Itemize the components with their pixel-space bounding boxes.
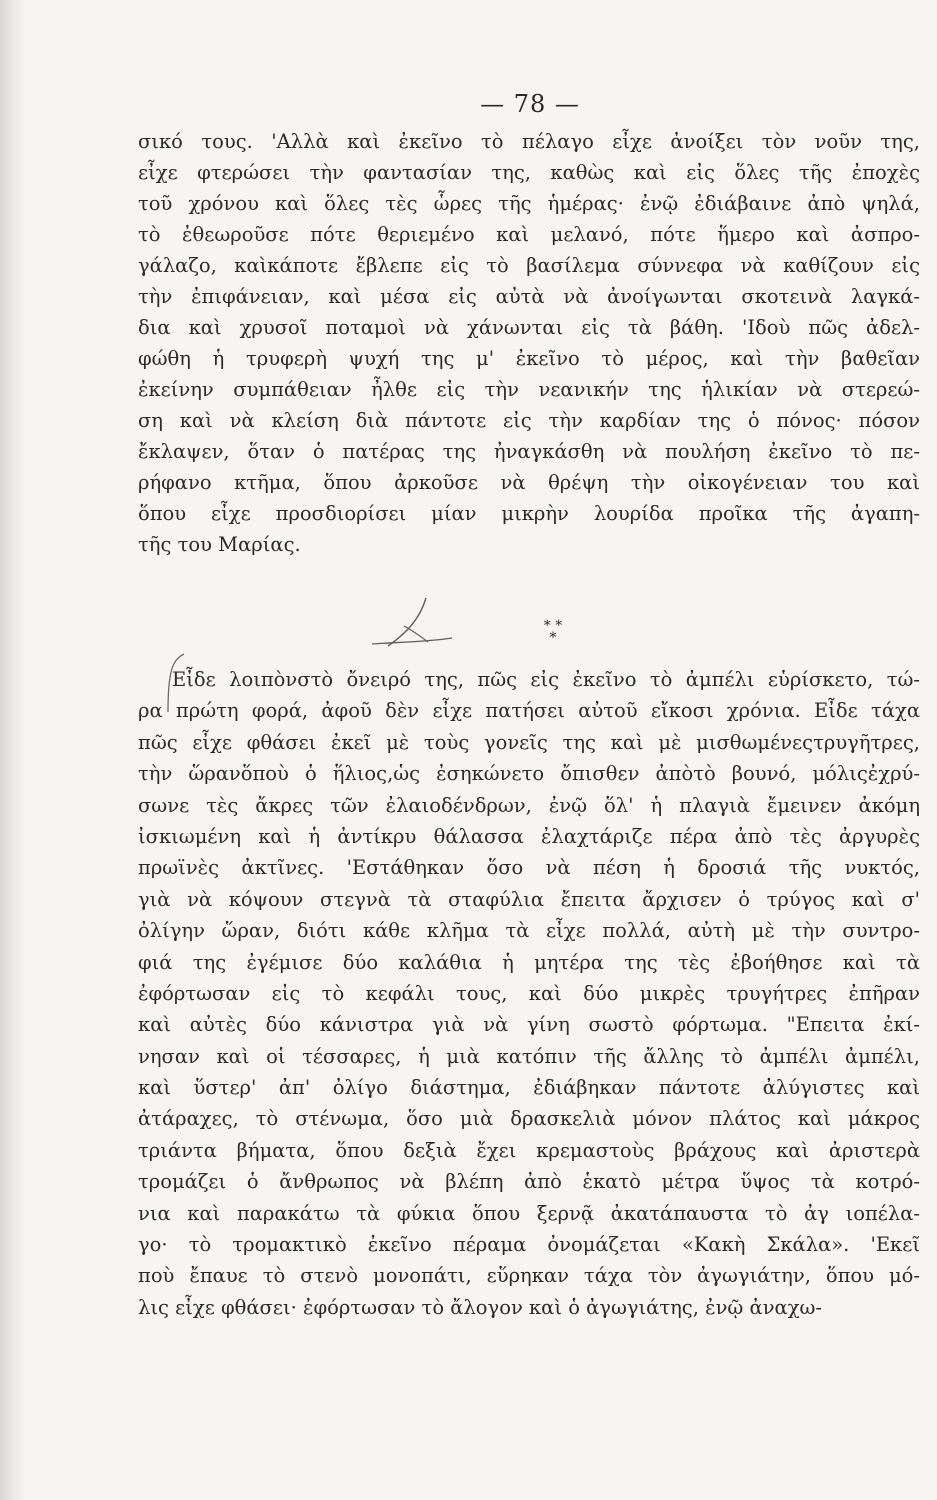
page-number: — 78 — [480,90,580,118]
text-line: εἶχε φτερώσει τὴν φαντασίαν της, καθὼς καὶ εἰς ὅλες τῆς ἐποχὲς [138,161,920,184]
paragraph-2 [138,664,920,1323]
text-line: ρα πρώτη φορά, ἀφοῦ δὲν εἶχε πατήσει αὐτοῦ εἴκοσι χρόνια. Εἶδε τάχα [138,699,920,723]
text-line: ὅπου εἶχε προσδιορίσει μίαν μικρὴν λουρίδα προῖκα τῆς ἀγαπη- [138,502,920,525]
text-line: καὶ ὕστερ' ἀπ' ὀλίγο διάστημα, ἐδιάβηκαν πάντοτε ἀλύγιστες καὶ [138,1076,920,1100]
text-line: σωνε τὲς ἄκρες τῶν ἐλαιοδένδρων, ἐνῷ ὅλ' ἡ πλαγιὰ ἔμεινεν ἀκόμη [138,793,920,817]
text-line: γιὰ νὰ κόψουν στεγνὰ τὰ σταφύλια ἔπειτα ἄρχισεν ὁ τρύγος καὶ σ' [138,887,920,911]
text-line: τρομάζει ὁ ἄνθρωπος νὰ βλέπη ἀπὸ ἑκατὸ μέτρα ὕψος τὰ κοτρό- [138,1170,920,1194]
text-line: ση καὶ νὰ κλείση διὰ πάντοτε εἰς τὴν καρδίαν της ὁ πόνος· πόσον [138,409,920,432]
text-line: λις εἶχε φθάσει· ἐφόρτωσαν τὸ ἄλογον καὶ ὁ ἀγωγιάτης, ἐνῷ ἀναχω- [138,1295,823,1319]
text-line: ἔκλαψεν, ὅταν ὁ πατέρας της ἠναγκάσθη νὰ πουλήση ἐκεῖνο τὸ πε- [138,440,920,463]
text-line: τριάντα βήματα, ὅπου δεξιὰ ἔχει κρεμαστοὺς βράχους καὶ ἀριστερὰ [138,1138,920,1162]
text-line: φιά της ἐγέμισε δύο καλάθια ἡ μητέρα της τὲς ἐβοήθησε καὶ τὰ [138,950,920,974]
text-line: τὸ ἐθεωροῦσε πότε θεριεμένο καὶ μελανό, πότε ἥμερο καὶ ἀσπρο- [138,223,920,246]
text-line: ἀτάραχες, τὸ στένωμα, ὅσο μιὰ δρασκελιὰ μόνον πλάτος καὶ μάκρος [138,1107,920,1131]
text-line: νια καὶ παρακάτω τὰ φύκια ὅπου ξερνᾷ ἀκατάπαυστα τὸ ἀγ ιοπέλα- [138,1201,920,1225]
text-line: ἐκείνην συμπάθειαν ἦλθε εἰς τὴν νεανικήν της ἡλικίαν νὰ στερεώ- [138,378,920,401]
paragraph-1 [138,126,920,560]
text-line: δια καὶ χρυσοῖ ποταμοὶ νὰ χάνωνται εἰς τὰ βάθη. 'Ιδοὺ πῶς ἀδελ- [138,316,920,339]
text-line: ποὺ ἔπαυε τὸ στενὸ μονοπάτι, εὕρηκαν τάχα τὸν ἀγωγιάτην, ὅπου μό- [138,1264,920,1288]
text-line: ἐφόρτωσαν εἰς τὸ κεφάλι τους, καὶ δύο μικρὲς τρυγήτρες ἐπῆραν [138,981,920,1005]
page-binding-edge [0,0,26,1500]
text-line: φώθη ἡ τρυφερὴ ψυχή της μ' ἐκεῖνο τὸ μέρος, καὶ τὴν βαθεῖαν [138,347,920,370]
text-line: ἰσκιωμένη καὶ ἡ ἀντίκρυ θάλασσα ἐλαχτάριζε πέρα ἀπὸ τὲς ἀργυρὲς [138,824,920,848]
text-line: γο· τὸ τρομακτικὸ ἐκεῖνο πέραμα ὀνομάζεται «Κακὴ Σκάλα». 'Εκεῖ [138,1233,920,1257]
text-line: γάλαζο, καὶκάποτε ἔβλεπε εἰς τὸ βασίλεμα σύννεφα νὰ καθίζουν εἰς [138,254,920,277]
section-separator-stars: * * * [543,618,563,646]
text-line: πρωϊνὲς ἀκτῖνες. 'Εστάθηκαν ὅσο νὰ πέση ἡ δροσιά τῆς νυκτός, [138,856,920,880]
text-line: καὶ αὐτὲς δύο κάνιστρα γιὰ νὰ γίνη σωστὸ φόρτωμα. "Επειτα ἐκί- [138,1013,920,1037]
text-line: ρήφανο κτῆμα, ὅπου ἀρκοῦσε νὰ θρέψη τὴν οἰκογένειαν του καὶ [138,471,920,494]
text-line: τῆς του Μαρίας. [138,533,301,556]
text-line: ὀλίγην ὥραν, διότι κάθε κλῆμα τὰ εἶχε πολλά, αὐτὴ μὲ τὴν συντρο- [138,919,920,943]
text-line: νησαν καὶ οἱ τέσσαρες, ἡ μιὰ κατόπιν τῆς ἄλλης τὸ ἀμπέλι ἀμπέλι, [138,1044,920,1068]
text-line: τὴν ἐπιφάνειαν, καὶ μέσα εἰς αὐτὰ νὰ ἀνοίγωνται σκοτεινὰ λαγκά- [138,285,920,308]
text-line: τὴν ὥρανὅποὺ ὁ ἥλιος,ὡς ἐσηκώνετο ὄπισθεν ἀπὸτὸ βουνό, μόλιςἐχρύ- [138,762,920,786]
text-line: πῶς εἶχε φθάσει ἐκεῖ μὲ τοὺς γονεῖς της καὶ μὲ μισθωμένεςτρυγῆτρες, [138,730,920,754]
pencil-mark-icon [368,592,458,652]
text-line: τοῦ χρόνου καὶ ὅλες τὲς ὧρες τῆς ἡμέρας· ἐνῷ ἐδιάβαινε ἀπὸ ψηλά, [138,192,920,215]
text-line: σικό τους. 'Αλλὰ καὶ ἐκεῖνο τὸ πέλαγο εἶχε ἀνοίξει τὸν νοῦν της, [138,130,920,153]
text-line: Εἶδε λοιπὸνστὸ ὄνειρό της, πῶς εἰς ἐκεῖνο τὸ ἀμπέλι εὑρίσκετο, τώ- [172,668,920,691]
